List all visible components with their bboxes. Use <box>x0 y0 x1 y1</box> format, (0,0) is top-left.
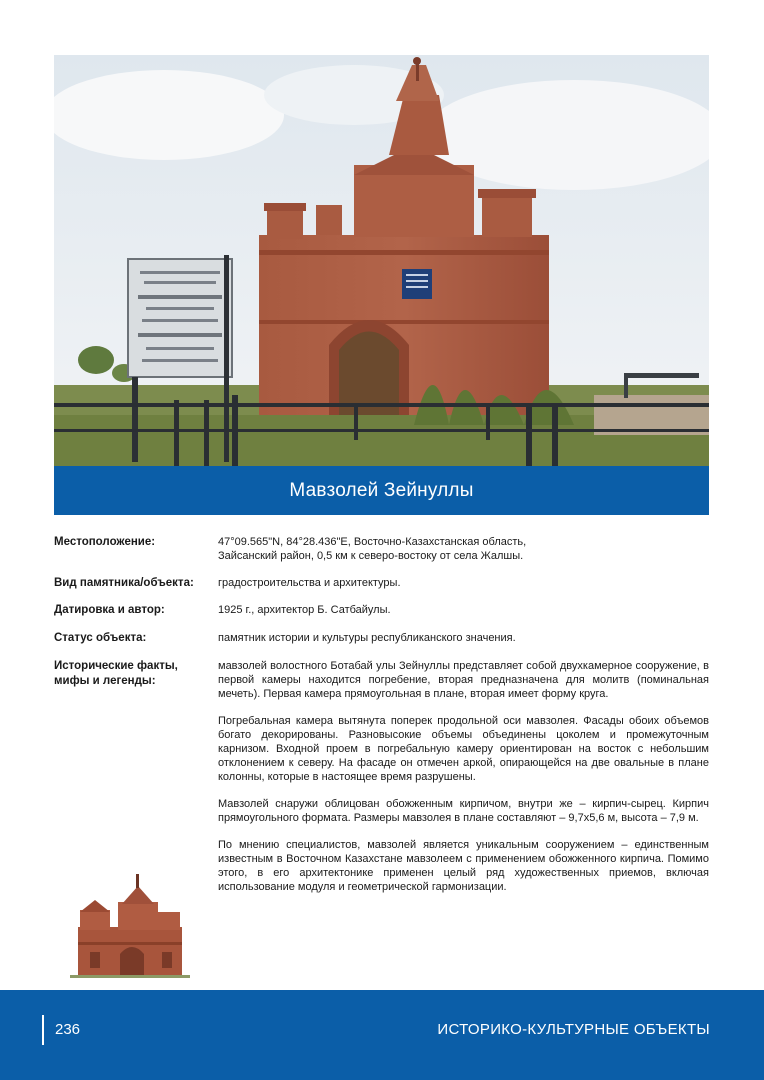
dating-label: Датировка и автор: <box>54 604 165 616</box>
location-line-2: Зайсанский район, 0,5 км к северо-востоку от села Жалшы. <box>218 550 524 562</box>
title-band <box>54 466 709 515</box>
footer <box>0 990 764 1080</box>
page-title: Мавзолей Зейнуллы <box>289 479 474 501</box>
history-paragraph-4: По мнению специалистов, мавзолей является уникальным сооружением – единственным известным в Восточном Казахстане мавзолеем с применением обожженного кирпича. Помимо этого, в его архитектонике применен целый ряд художественных приемов, включая использование модуля и геометрической гармонизации. <box>218 839 709 893</box>
history-paragraph-2: Погребальная камера вытянута поперек продольной оси мавзолея. Фасады обоих объемов богато декорированы. Разновысокие объемы объединены цоколем и промежуточным карнизом. Входной проем в погребальную камеру ориентирован на восток с небольшим отклонением к северу. На фасаде он отмечен аркой, опирающейся на две овальные в плане колонны, которые в настоящее время разрушены. <box>218 715 709 783</box>
history-label-line-1: Исторические факты, <box>54 660 178 672</box>
mausoleum-thumbnail-drawing <box>70 872 190 980</box>
mausoleum-illustration <box>54 55 709 466</box>
history-paragraph-1: мавзолей волостного Ботабай улы Зейнуллы представляет собой двухкамерное сооружение, в первой камеры находится погребение, вторая предназначена для молитв (поминальная мечеть). Первая камера прямоугольная в плане, вторая имеет форму круга. <box>218 660 709 700</box>
section-title: ИСТОРИКО-КУЛЬТУРНЫЕ ОБЪЕКТЫ <box>437 1021 710 1038</box>
type-label: Вид памятника/объекта: <box>54 577 194 589</box>
history-paragraph-3: Мавзолей снаружи облицован обожженным кирпичом, внутри же – кирпич-сырец. Кирпич прямоугольного формата. Размеры мавзолея в плане составляют – 9,7х5,6 м, высота – 7,9 м. <box>218 798 709 824</box>
status-label: Статус объекта: <box>54 632 147 644</box>
mausoleum-photo <box>54 55 709 466</box>
location-value <box>218 535 709 563</box>
page-number: 236 <box>55 1021 81 1038</box>
type-value: градостроительства и архитектуры. <box>218 577 401 589</box>
footer-divider <box>42 1015 44 1045</box>
history-label-line-2: мифы и легенды: <box>54 674 156 687</box>
dating-value: 1925 г., архитектор Б. Сатбайулы. <box>218 604 391 616</box>
location-label: Местоположение: <box>54 536 156 548</box>
status-value: памятник истории и культуры республиканского значения. <box>218 632 516 644</box>
mausoleum-thumbnail <box>70 872 190 980</box>
history-text <box>218 659 709 894</box>
location-line-1: 47°09.565"N, 84°28.436"E, Восточно-Казахстанская область, <box>218 536 527 548</box>
history-label <box>54 659 178 688</box>
